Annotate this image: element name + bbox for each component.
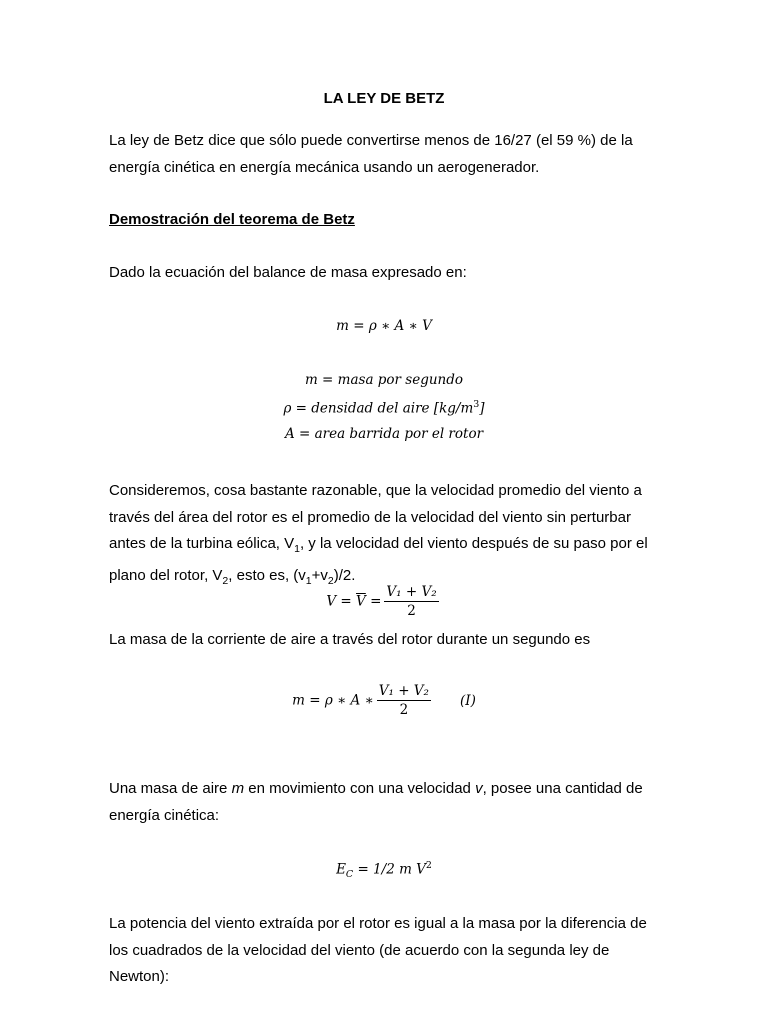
- consider-sub-2: 2: [222, 574, 229, 587]
- equation-kinetic-E: E: [336, 861, 346, 878]
- equation-I-tag: (I): [459, 692, 476, 709]
- equation-mass-flow: m = ρ ∗ A ∗ V: [336, 318, 432, 334]
- consider-sub-3: 1: [305, 574, 312, 587]
- consider-paragraph: [109, 478, 669, 594]
- fraction-denominator: 2: [407, 603, 416, 619]
- equation-mean-velocity-vbar: $\overline{V}$: [356, 593, 366, 610]
- fraction-denominator: 2: [399, 702, 409, 718]
- equation-kinetic-energy: [0, 860, 768, 880]
- consider-text-3: , esto es, (v: [228, 566, 306, 584]
- consider-text-2: , y la velocidad del viento después de su paso por el plano del rotor, V: [109, 535, 648, 584]
- definition-rho-text: ρ = densidad del aire [kg/m: [283, 400, 474, 417]
- power-paragraph: La potencia del viento extraída por el rotor es igual a la masa por la diferencia de los cuadrados de la velocidad del viento (de acuerdo con la segunda ley de Newton):: [109, 915, 647, 985]
- equation-kinetic-rest: = 1/2 m V: [353, 861, 426, 878]
- equation-kinetic-sub: C: [345, 869, 354, 881]
- fraction-numerator: V₁ + V₂: [386, 584, 437, 600]
- kinetic-m: m: [231, 780, 245, 797]
- intro-paragraph: La ley de Betz dice que sólo puede convertirse menos de 16/27 (el 59 %) de la energía cinética en energía mecánica usando un aerogenerador.: [109, 132, 633, 176]
- kinetic-paragraph: [109, 776, 669, 829]
- equation-mean-velocity-eq: =: [365, 593, 382, 610]
- kinetic-v: v: [475, 780, 483, 797]
- mass-balance-paragraph: Dado la ecuación del balance de masa expresado en:: [109, 264, 467, 281]
- consider-text-4: +v: [311, 566, 328, 584]
- definition-rho-bracket: ]: [479, 400, 485, 417]
- equation-I-lhs: m = ρ ∗ A ∗: [292, 692, 374, 709]
- consider-sub-1: 1: [294, 543, 300, 555]
- kinetic-text-2: en movimiento con una velocidad: [244, 780, 476, 797]
- fraction-numerator: V₁ + V₂: [378, 683, 429, 699]
- kinetic-text-1: Una masa de aire: [109, 780, 232, 797]
- consider-text-5: )/2.: [333, 566, 356, 584]
- equation-mean-velocity-lhs: V =: [326, 593, 357, 610]
- consider-sub-4: 2: [327, 574, 334, 587]
- definition-A: A = area barrida por el rotor: [284, 426, 484, 442]
- equation-I: [0, 683, 768, 719]
- equation-I-fraction: [377, 683, 431, 719]
- section-heading: Demostración del teorema de Betz: [109, 211, 355, 228]
- mass-stream-paragraph: La masa de la corriente de aire a través del rotor durante un segundo es: [109, 631, 591, 648]
- equation-mean-velocity: [0, 584, 768, 620]
- kinetic-text-3: , posee una cantidad de energía cinética:: [109, 780, 643, 824]
- equation-kinetic-sup: 2: [425, 860, 432, 871]
- definition-rho: [0, 399, 768, 417]
- page-title: LA LEY DE BETZ: [323, 90, 445, 107]
- consider-text-1: Consideremos, cosa bastante razonable, que la velocidad promedio del viento a través del área del rotor es el promedio de la velocidad del viento sin perturbar antes de la turbina eólica, V: [109, 482, 642, 552]
- definition-m: m = masa por segundo: [304, 372, 464, 388]
- definition-rho-exponent: 3: [473, 399, 480, 410]
- equation-mean-velocity-fraction: [384, 584, 438, 620]
